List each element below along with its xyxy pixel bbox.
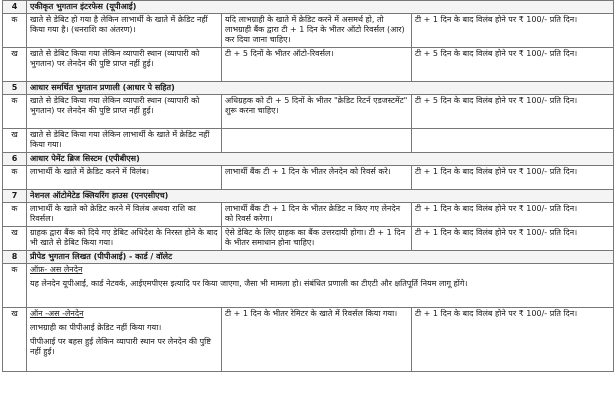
compensation: टी + 1 दिन के बाद विलंब होने पर ₹ 100/- प्रति दिन। [412, 14, 614, 48]
row-label: क [3, 264, 27, 308]
section-header-6 [3, 153, 614, 166]
row-label: क [3, 14, 27, 48]
tat-framework: ऐसे डेबिट के लिए ग्राहक का बैंक उत्तरदायी होगा। टी + 1 दिन के भीतर समाधान होना चाहिए। [222, 227, 412, 251]
row-label: ख [3, 129, 27, 153]
section-title: प्रीपेड भुगतान लिखत (पीपीआई) - कार्ड / वॉलेट [27, 251, 614, 264]
row-label: क [3, 203, 27, 227]
section-header-4 [3, 1, 614, 14]
offus-cell [27, 264, 614, 308]
section-title: आधार समर्थित भुगतान प्रणाली (आधार पे सहित) [27, 82, 614, 95]
tat-table [2, 0, 614, 372]
section-number: 4 [3, 1, 27, 14]
table-row [3, 264, 614, 308]
section-header-7 [3, 190, 614, 203]
compensation [412, 129, 614, 153]
compensation: टी + 1 दिन के बाद विलंब होने पर ₹ 100/- प्रति दिन। [412, 166, 614, 190]
incident-description: ग्राहक द्वारा बैंक को दिये गए डेबिट अधिदेश के निरस्त होने के बाद भी खाते से डेबिट किया गया। [27, 227, 222, 251]
row-label: ख [3, 48, 27, 82]
section-number: 7 [3, 190, 27, 203]
tat-framework: यदि लाभग्राही के खाते में क्रेडिट करने में असमर्थ हो, तो लाभग्राही बैंक द्वारा टी + 1 दिन के भीतर ऑटो रिवर्सल (आर) कर दिया जाना चाहिए। [222, 14, 412, 48]
tat-framework: लाभार्थी बैंक टी + 1 दिन के भीतर क्रेडिट न किए गए लेनदेन को रिवर्स करेगा। [222, 203, 412, 227]
incident-description: खाते से डेबिट किया गया लेकिन व्यापारी स्थान (व्यापारी को भुगतान) पर लेनदेन की पुष्टि प्राप्त नहीं हुई। [27, 95, 222, 129]
table-row [3, 48, 614, 82]
compensation: टी + 1 दिन के बाद विलंब होने पर ₹ 100/- प्रति दिन। [412, 308, 614, 372]
compensation: टी + 5 दिन के बाद विलंब होने पर ₹ 100/- प्रति दिन। [412, 48, 614, 82]
incident-description: खाते से डेबिट किया गया लेकिन व्यापारी स्थान (व्यापारी को भुगतान) पर लेनदेन की पुष्टि प्राप्त नहीं हुई। [27, 48, 222, 82]
incident-description: खाते से डेबिट किया गया लेकिन लाभार्थी के खाते में क्रेडिट नहीं किया गया। [27, 129, 222, 153]
row-label: ख [3, 308, 27, 372]
incident-description: लाभार्थी के खाते में क्रेडिट करने में विलंब। [27, 166, 222, 190]
tat-framework: टी + 5 दिनों के भीतर ऑटो-रिवर्सल। [222, 48, 412, 82]
onus-heading: ऑन -अस -लेनदेन [30, 309, 84, 318]
section-title: नेशनल ऑटोमेटेड क्लियरिंग हाउस (एनएसीएच) [27, 190, 614, 203]
offus-heading: ऑफ़- अस लेनदेन [30, 265, 83, 274]
table-row [3, 14, 614, 48]
section-title: आधार पेमेंट ब्रिज सिस्टम (एपीबीएस) [27, 153, 614, 166]
table-row [3, 227, 614, 251]
table-row [3, 308, 614, 372]
section-header-8 [3, 251, 614, 264]
section-title: एकीकृत भुगतान इंटरफेस (यूपीआई) [27, 1, 614, 14]
section-number: 6 [3, 153, 27, 166]
section-number: 5 [3, 82, 27, 95]
table-row [3, 166, 614, 190]
onus-cell [27, 308, 222, 372]
onus-item: पीपीआई पर बहस हुई लेकिन व्यापारी स्थान पर लेनदेन की पुष्टि नहीं हुई। [30, 337, 211, 356]
section-header-5 [3, 82, 614, 95]
table-row [3, 129, 614, 153]
incident-description: खाते से डेबिट हो गया है लेकिन लाभार्थी के खाते में क्रेडिट नहीं किया गया है। (धनराशि का अंतरण)। [27, 14, 222, 48]
incident-description: लाभार्थी के खाते को क्रेडिट करने में विलंब अथवा राशि का रिवर्सल। [27, 203, 222, 227]
compensation: टी + 5 दिन के बाद विलंब होने पर ₹ 100/- प्रति दिन। [412, 95, 614, 129]
table-row [3, 95, 614, 129]
tat-framework: अधिग्रहक को टी + 5 दिनों के भीतर "क्रेडिट रिटर्न एडजस्टमेंट" शुरू करना चाहिए। [222, 95, 412, 129]
row-label: क [3, 166, 27, 190]
row-label: क [3, 95, 27, 129]
tat-framework: टी + 1 दिन के भीतर रेमिटर के खाते में रिवर्सल किया गया। [222, 308, 412, 372]
compensation: टी + 1 दिन के बाद विलंब होने पर ₹ 100/- प्रति दिन। [412, 227, 614, 251]
tat-framework: लाभार्थी बैंक टी + 1 दिन के भीतर लेनदेन को रिवर्स करे। [222, 166, 412, 190]
compensation: टी + 1 दिन के बाद विलंब होने पर ₹ 100/- प्रति दिन। [412, 203, 614, 227]
section-number: 8 [3, 251, 27, 264]
offus-text: यह लेनदेन यूपीआई, कार्ड नेटवर्क, आईएमपीएस इत्यादि पर किया जाएगा, जैसा भी मामला हो। संबंधित प्रणाली का टीएटी और क्षतिपूर्ति नियम लागू होंगे। [30, 279, 468, 288]
tat-framework [222, 129, 412, 153]
table-row [3, 203, 614, 227]
row-label: ख [3, 227, 27, 251]
onus-item: लाभग्राही का पीपीआई क्रेडिट नहीं किया गया। [30, 323, 162, 332]
